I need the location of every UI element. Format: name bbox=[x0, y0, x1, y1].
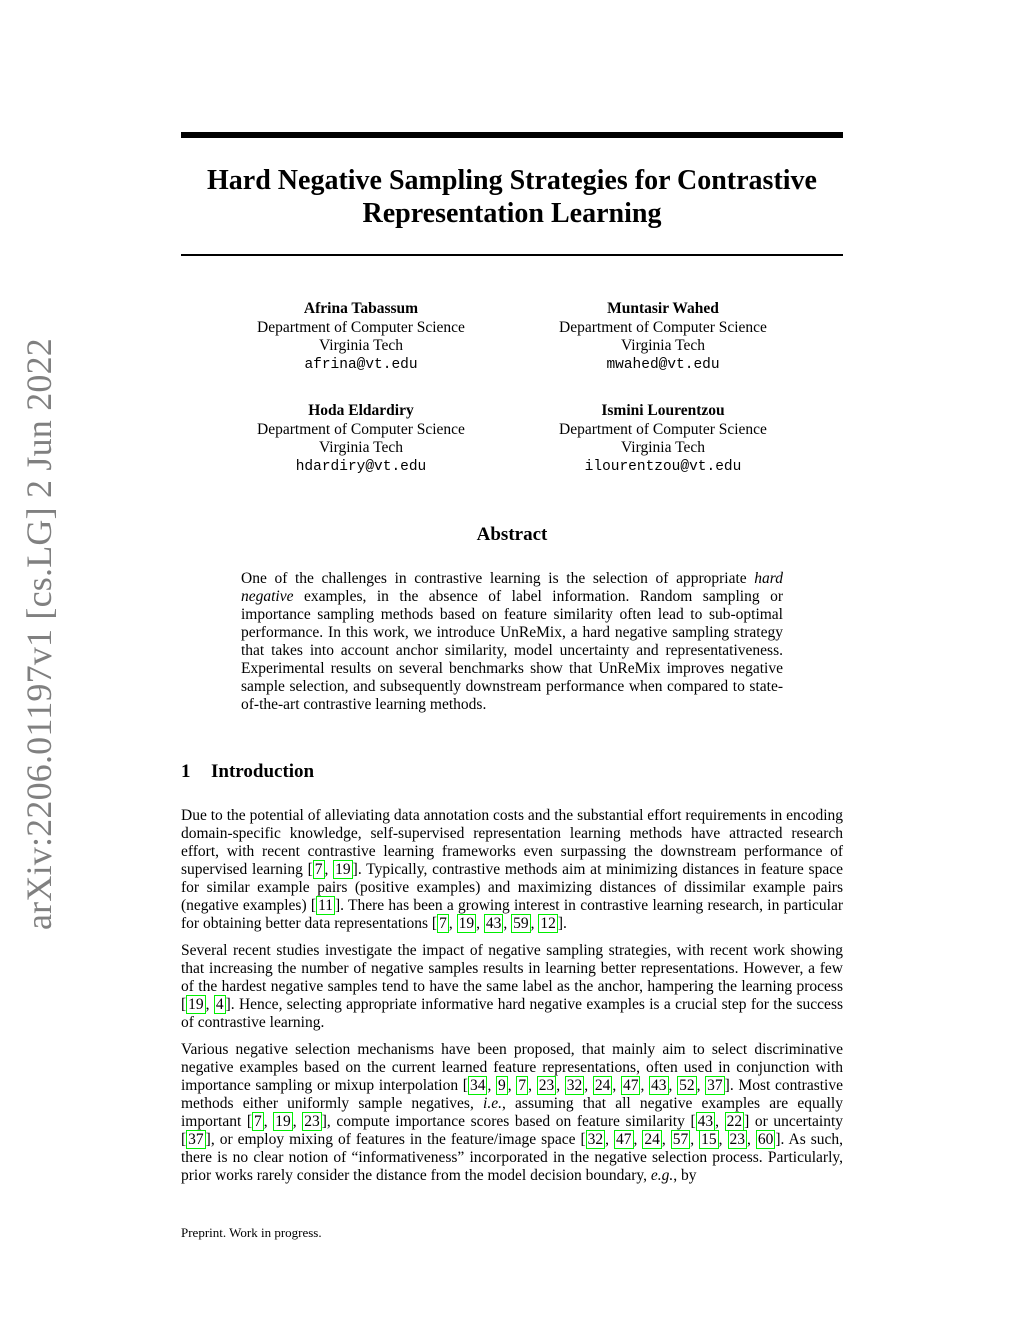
text-run: ]. Typically, contrastive methods aim at minimizing distances in feature space for similar example pairs (positive examples) and maximizing distances of dissimilar example pairs (negative examples) [ bbox=[181, 861, 843, 914]
author-name: Ismini Lourentzou bbox=[601, 402, 725, 419]
title-top-rule bbox=[181, 132, 843, 138]
author-block-1 bbox=[211, 300, 511, 374]
abstract-part-2: examples, in the absence of label information. Random sampling or importance sampling methods based on feature similarity often lead to sub-optimal performance. In this work, we introduce UnReMix, a hard negative sampling strategy that takes into account anchor similarity, model uncertainty and representativeness. Experimental results on several benchmarks show that UnReMix improves negative sample selection, and subsequently downstream performance when compared to state-of-the-art contrastive learning methods. bbox=[241, 588, 783, 713]
citation-link[interactable]: 4 bbox=[215, 996, 224, 1013]
author-institution: Virginia Tech bbox=[319, 439, 403, 456]
title-bottom-rule bbox=[181, 254, 843, 256]
citation-link[interactable]: 32 bbox=[587, 1131, 604, 1148]
citation-link[interactable]: 47 bbox=[616, 1131, 632, 1148]
citation-link[interactable]: 19 bbox=[335, 861, 351, 878]
author-block-3 bbox=[211, 402, 511, 476]
citation-link[interactable]: 60 bbox=[757, 1131, 774, 1148]
title-line-1: Hard Negative Sampling Strategies for Contrastive bbox=[207, 165, 817, 196]
citation-link[interactable]: 7 bbox=[254, 1113, 262, 1130]
citation-link[interactable]: 23 bbox=[304, 1113, 320, 1130]
text-run: Due to the potential of alleviating data annotation costs and the substantial effort requirements in encoding domain-specific knowledge, self-supervised representation learning methods have attracted research effort, with recent contrastive learning frameworks even surpassing the downstream performance of supervised learning [ bbox=[181, 807, 843, 878]
citation-link[interactable]: 15 bbox=[701, 1131, 717, 1148]
citation-link[interactable]: 11 bbox=[318, 897, 333, 914]
citation-link[interactable]: 57 bbox=[672, 1131, 689, 1148]
abstract-part-1: One of the challenges in contrastive learning is the selection of appropriate bbox=[241, 570, 755, 587]
citation-link[interactable]: 43 bbox=[485, 915, 502, 932]
citation-link[interactable]: 23 bbox=[729, 1131, 746, 1148]
text-run: ], compute importance scores based on feature similarity [ bbox=[321, 1113, 696, 1130]
citation-link[interactable]: 7 bbox=[518, 1077, 527, 1094]
arxiv-identifier: arXiv:2206.01197v1 [cs.LG] 2 Jun 2022 bbox=[19, 338, 59, 930]
citation-group: 7 , 19 , 43 , 59 , 12 bbox=[439, 915, 556, 932]
citation-link[interactable]: 59 bbox=[513, 915, 529, 932]
citation-group: 19 , 4 bbox=[188, 996, 224, 1013]
author-email[interactable]: hdardiry@vt.edu bbox=[295, 458, 427, 475]
citation-link[interactable]: 9 bbox=[498, 1077, 506, 1094]
author-department: Department of Computer Science bbox=[257, 420, 465, 438]
paragraph-3 bbox=[181, 1041, 843, 1185]
text-emphasis: i.e. bbox=[483, 1095, 502, 1112]
text-emphasis: e.g. bbox=[650, 1167, 674, 1184]
citation-group: 32 , 47 , 24 , 57 , 15 , 23 , 60 bbox=[587, 1131, 774, 1148]
author-name: Muntasir Wahed bbox=[607, 300, 719, 317]
citation-group bbox=[186, 1130, 206, 1149]
author-institution: Virginia Tech bbox=[319, 337, 403, 354]
citation-group: 7 , 19 , 23 bbox=[254, 1113, 320, 1130]
introduction-body bbox=[181, 807, 843, 1194]
author-block-2 bbox=[513, 300, 813, 374]
citation-link[interactable]: 24 bbox=[594, 1077, 611, 1094]
abstract-heading: Abstract bbox=[476, 524, 548, 545]
text-run: ]. bbox=[557, 915, 567, 932]
author-department: Department of Computer Science bbox=[559, 318, 767, 336]
text-run: ], or employ mixing of features in the feature/image space [ bbox=[205, 1131, 586, 1148]
citation-group: 43 , 22 bbox=[697, 1113, 743, 1130]
citation-link[interactable]: 37 bbox=[707, 1077, 723, 1094]
citation-link[interactable]: 19 bbox=[188, 996, 204, 1013]
author-department: Department of Computer Science bbox=[257, 318, 465, 336]
author-email[interactable]: afrina@vt.edu bbox=[304, 356, 418, 373]
citation-link[interactable]: 7 bbox=[314, 861, 323, 878]
text-run: ]. Hence, selecting appropriate informative hard negative examples is a crucial step for the success of contrastive learning. bbox=[181, 996, 844, 1031]
citation-link[interactable]: 52 bbox=[679, 1077, 695, 1094]
citation-link[interactable]: 24 bbox=[644, 1131, 660, 1148]
paragraph-2 bbox=[181, 942, 843, 1032]
citation-link[interactable]: 22 bbox=[726, 1113, 743, 1130]
footer-note: Preprint. Work in progress. bbox=[181, 1225, 322, 1240]
citation-link[interactable]: 43 bbox=[651, 1077, 667, 1094]
section-number: 1 bbox=[181, 761, 191, 782]
text-run: , by bbox=[673, 1167, 697, 1184]
text-run: Several recent studies investigate the impact of negative sampling strategies, with recent work showing that increasing the number of negative samples results in learning better representations. However, a few of the hardest negative samples tend to have the same label as the anchor, hampering the learning process [ bbox=[181, 942, 843, 1013]
citation-group: 7 , 19 bbox=[314, 861, 351, 878]
title-line-2: Representation Learning bbox=[362, 198, 662, 229]
text-run: ] or uncertainty [ bbox=[181, 1113, 844, 1148]
author-institution: Virginia Tech bbox=[621, 337, 705, 354]
paragraph-1 bbox=[181, 807, 843, 933]
citation-link[interactable]: 12 bbox=[540, 915, 556, 932]
text-run: , assuming that all negative examples are equally important [ bbox=[181, 1095, 843, 1130]
citation-link[interactable]: 34 bbox=[469, 1077, 486, 1094]
citation-link[interactable]: 32 bbox=[566, 1077, 583, 1094]
author-name: Hoda Eldardiry bbox=[308, 402, 414, 419]
author-email[interactable]: mwahed@vt.edu bbox=[606, 356, 720, 373]
citation-link[interactable]: 19 bbox=[458, 915, 475, 932]
text-run: ]. Most contrastive methods either uniformly sample negatives, bbox=[181, 1077, 843, 1112]
citation-link[interactable]: 19 bbox=[275, 1113, 291, 1130]
author-institution: Virginia Tech bbox=[621, 439, 705, 456]
citation-link[interactable]: 47 bbox=[622, 1077, 639, 1094]
text-run: ]. As such, there is no clear notion of “informativeness” incorporated in the negative selection process. Particularly, prior works rarely consider the distance from the model decision boundary, bbox=[181, 1131, 844, 1184]
paper-title bbox=[181, 164, 843, 230]
citation-group bbox=[316, 896, 335, 915]
citation-group: 34 , 9 , 7 , 23 , 32 , 24 , 47 , 43 , 52 , 37 bbox=[469, 1077, 723, 1094]
section-title: Introduction bbox=[211, 761, 315, 782]
section-heading bbox=[181, 761, 314, 783]
author-email[interactable]: ilourentzou@vt.edu bbox=[584, 458, 742, 475]
citation-link[interactable]: 7 bbox=[439, 915, 447, 932]
citation-link[interactable]: 43 bbox=[697, 1113, 714, 1130]
author-name: Afrina Tabassum bbox=[303, 300, 419, 317]
abstract-emphasis: hard negative bbox=[241, 570, 783, 605]
text-run: ]. There has been a growing interest in contrastive learning research, in particular for obtaining better data representations [ bbox=[181, 897, 843, 932]
abstract-text bbox=[241, 570, 783, 714]
text-run: Various negative selection mechanisms have been proposed, that mainly aim to select discriminative negative examples based on the current learned feature representations, often used in conjunction with importance sampling or mixup interpolation [ bbox=[181, 1041, 843, 1094]
author-department: Department of Computer Science bbox=[559, 420, 767, 438]
citation-link[interactable]: 37 bbox=[188, 1131, 204, 1148]
citation-link[interactable]: 23 bbox=[538, 1077, 555, 1094]
author-block-4 bbox=[513, 402, 813, 476]
